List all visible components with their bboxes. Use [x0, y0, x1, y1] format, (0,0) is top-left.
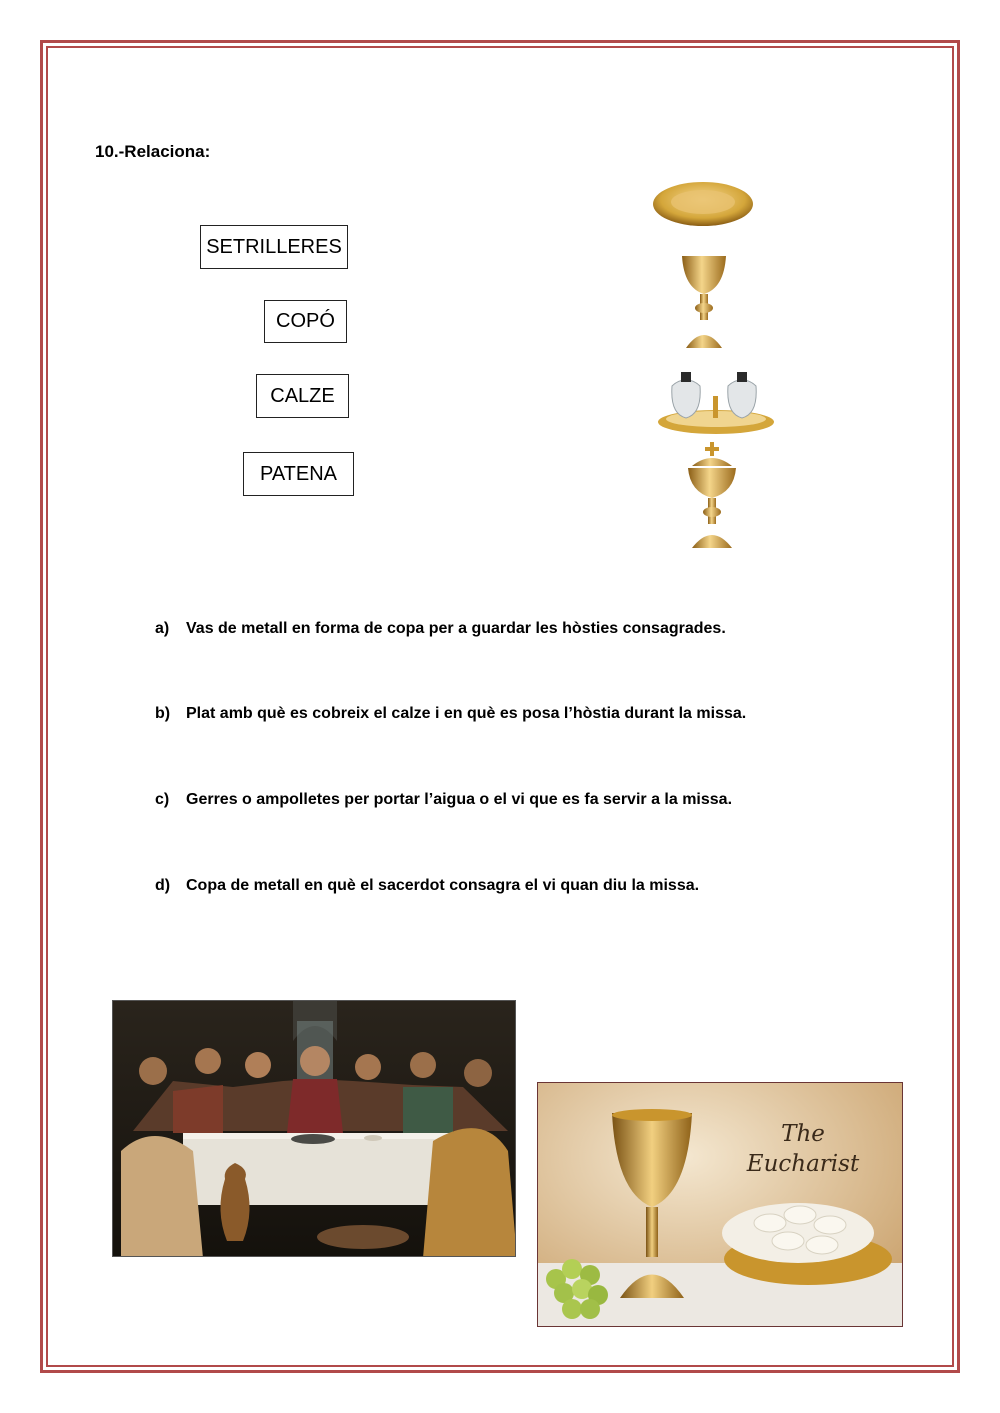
definition-text: Gerres o ampolletes per portar l’aigua o el vi que es fa servir a la missa. — [186, 791, 733, 808]
definition-letter: c) — [155, 791, 170, 808]
definition-b — [155, 705, 746, 723]
word-box-patena[interactable]: PATENA — [243, 452, 354, 496]
chalice-icon[interactable] — [676, 252, 732, 352]
definition-text: Vas de metall en forma de copa per a guardar les hòsties consagrades. — [186, 620, 726, 637]
definition-c — [155, 791, 732, 809]
exercise-title: 10.-Relaciona: — [95, 142, 211, 161]
word-box-setrilleres[interactable]: SETRILLERES — [200, 225, 348, 269]
last-supper-painting — [112, 1000, 516, 1257]
definition-letter: a) — [155, 620, 170, 637]
eucharist-title-line1: The — [781, 1121, 825, 1147]
eucharist-title-line2: Eucharist — [746, 1151, 860, 1177]
definition-text: Copa de metall en què el sacerdot consagra el vi quan diu la missa. — [186, 877, 700, 894]
definition-d — [155, 877, 699, 895]
definition-a — [155, 620, 726, 638]
eucharist-picture — [537, 1082, 903, 1327]
ciborium-icon[interactable] — [682, 442, 742, 552]
word-box-calze[interactable]: CALZE — [256, 374, 349, 418]
cruets-icon[interactable] — [656, 366, 776, 436]
definition-letter: b) — [155, 705, 171, 722]
definition-text: Plat amb què es cobreix el calze i en què es posa l’hòstia durant la missa. — [186, 705, 747, 722]
eucharist-title — [728, 1119, 878, 1179]
definition-letter: d) — [155, 877, 171, 894]
paten-icon[interactable] — [650, 178, 756, 230]
word-box-copo[interactable]: COPÓ — [264, 300, 347, 343]
